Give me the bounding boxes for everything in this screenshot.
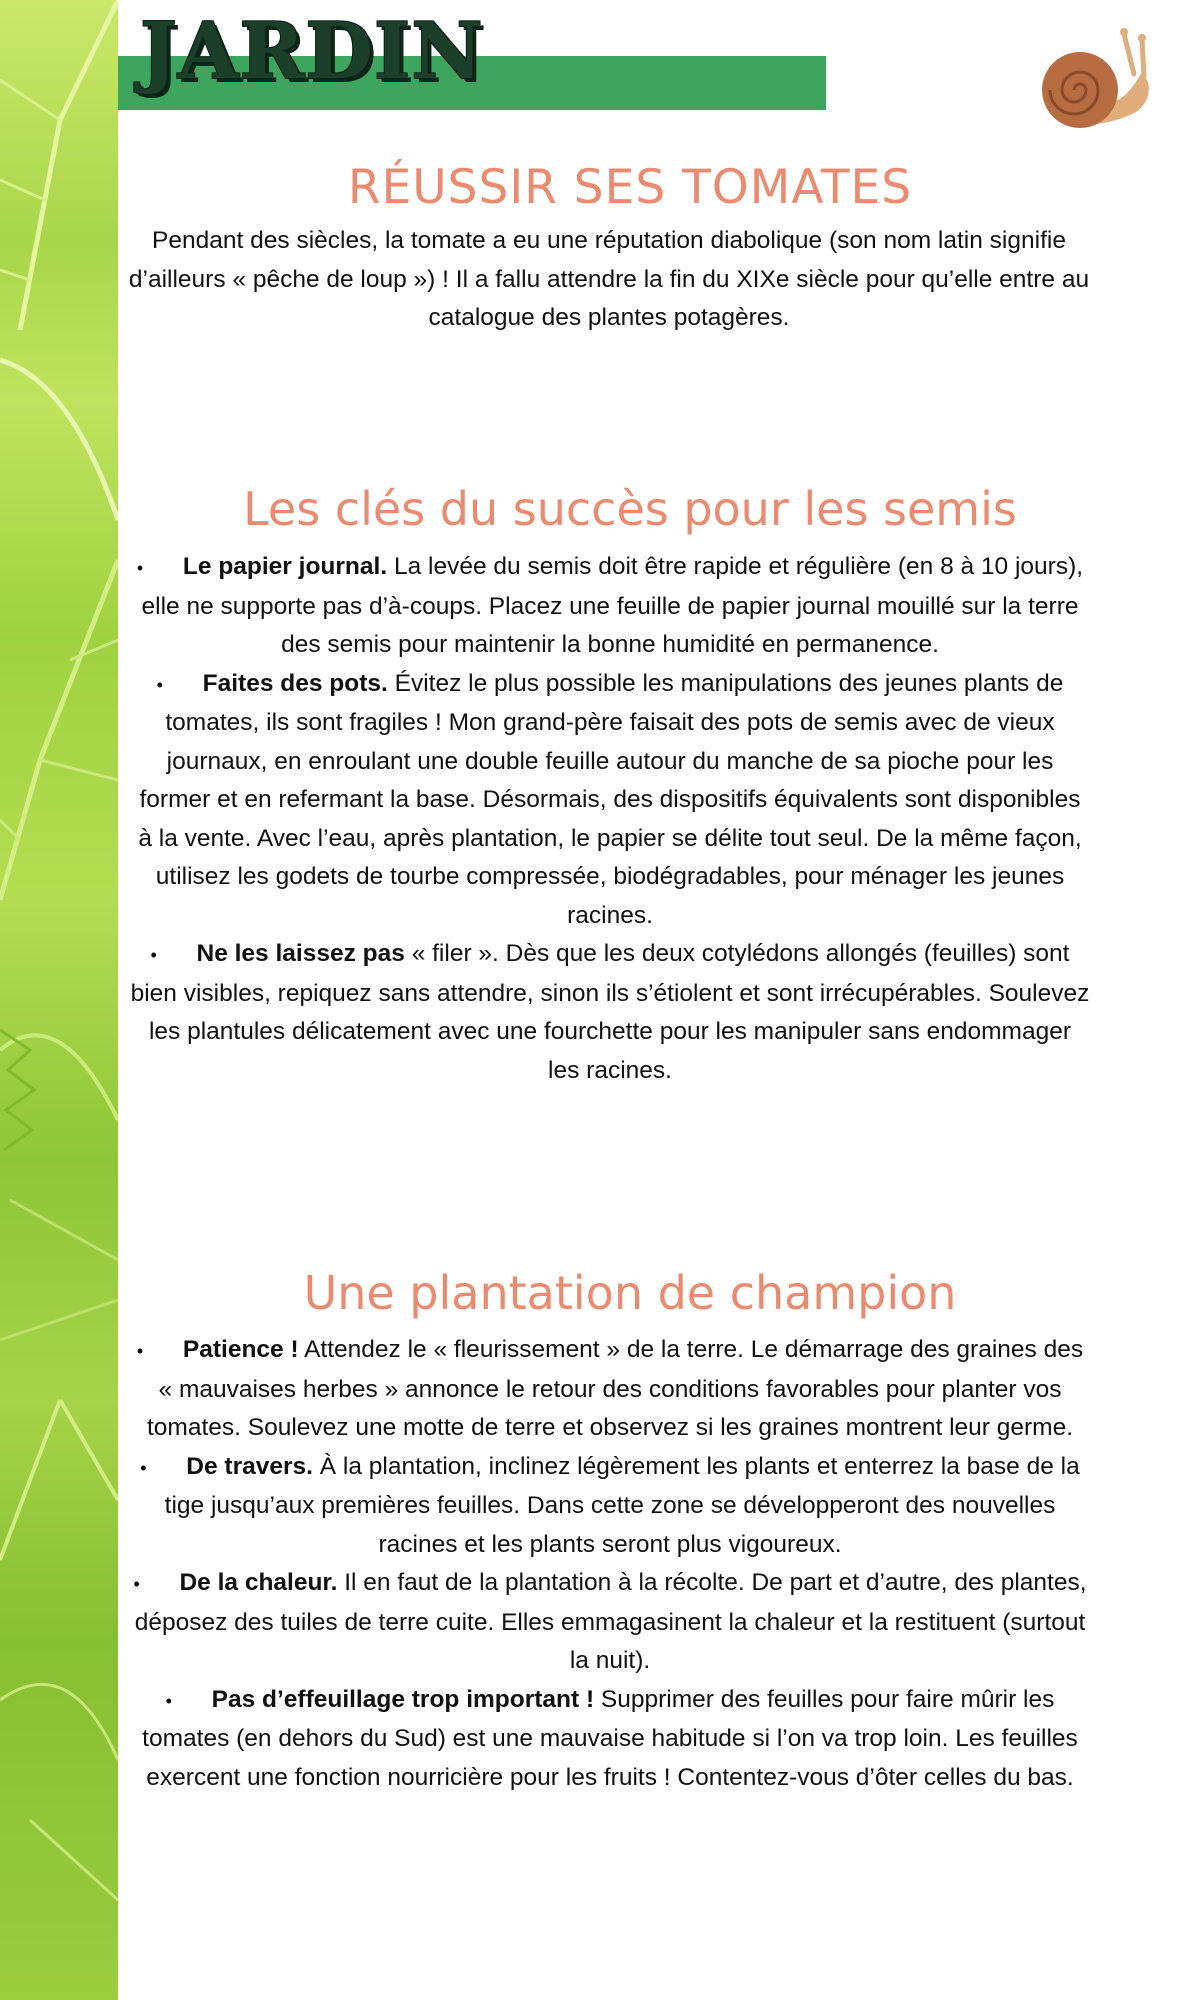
list-item	[130, 665, 1090, 936]
list-item	[130, 548, 1090, 665]
bullet-icon: •	[156, 674, 163, 695]
item-lead: Patience !	[182, 1336, 299, 1363]
item-lead: Le papier journal.	[182, 553, 388, 580]
item-text: À la plantation, inclinez légèrement les plants et enterrez la base de la tige jusqu’aux premières feuilles. Dans cette zone se développeront des nouvelles racines et les plants seront plus vigoureux.	[164, 1452, 1080, 1558]
list-item	[130, 1331, 1090, 1448]
semis-list	[130, 548, 1090, 1090]
item-lead: De la chaleur.	[179, 1569, 338, 1596]
bullet-icon: •	[133, 1574, 140, 1594]
item-lead: Pas d’effeuillage trop important !	[211, 1685, 595, 1713]
list-item	[130, 1448, 1090, 1565]
item-text: La levée du semis doit être rapide et régulière (en 8 à 10 jours), elle ne supporte pas d’à-coups. Placez une feuille de papier journal mouillé sur la terre des semis pour maintenir la bonne humidité en permanence.	[141, 553, 1084, 658]
list-item	[130, 935, 1090, 1090]
item-lead: Ne les laissez pas	[196, 940, 405, 967]
bullet-icon: •	[150, 945, 157, 965]
leaf-veins-graphic	[0, 0, 118, 2000]
item-text: « filer ». Dès que les deux cotylédons allongés (feuilles) sont bien visibles, repiquez sans attendre, sinon ils s’étiolent et sont irrécupérables. Soulevez les plantules délicatement avec une fourchette pour les manipuler sans endommager les racines.	[130, 940, 1090, 1084]
list-item	[130, 1564, 1090, 1681]
bullet-icon: •	[136, 558, 144, 578]
section-heading-plantation: Une plantation de champion	[303, 1266, 957, 1320]
list-item	[130, 1681, 1090, 1798]
item-text: Supprimer des feuilles pour faire mûrir les tomates (en dehors du Sud) est une mauvaise habitude si l’on va trop loin. Les feuilles exercent une fonction nourricière pour les fruits ! Contentez-vous d’ôter celles du bas.	[142, 1685, 1078, 1791]
snail-icon	[1006, 16, 1156, 146]
leaf-background-strip	[0, 0, 118, 2000]
bullet-icon: •	[136, 1341, 144, 1361]
item-lead: De travers.	[186, 1452, 313, 1480]
page-title: JARDIN	[140, 6, 484, 97]
bullet-icon: •	[165, 1690, 172, 1711]
bullet-icon: •	[140, 1457, 147, 1478]
section-heading-semis: Les clés du succès pour les semis	[243, 482, 1017, 536]
plantation-list	[130, 1331, 1090, 1797]
item-text: Évitez le plus possible les manipulations des jeunes plants de tomates, ils sont fragiles ! Mon grand-père faisait des pots de semis avec de vieux journaux, en enroulant une double feuille autour du manche de sa pioche pour les former et en refermant la base. Désormais, des dispositifs équivalents sont disponibles à la vente. Avec l’eau, après plantation, le papier se délite tout seul. De la même façon, utilisez les godets de tourbe compressée, biodégradables, pour ménager les jeunes racines.	[138, 669, 1082, 929]
intro-paragraph: Pendant des siècles, la tomate a eu une réputation diabolique (son nom latin signifie d’ailleurs « pêche de loup ») ! Il a fallu attendre la fin du XIXe siècle pour qu’elle entre au catalogue des plantes potagères.	[128, 227, 1090, 331]
section-heading-tomates: RÉUSSIR SES TOMATES	[347, 160, 913, 215]
item-text: Il en faut de la plantation à la récolte. De part et d’autre, des plantes, déposez des tuiles de terre cuite. Elles emmagasinent la chaleur et la restituent (surtout la nuit).	[134, 1569, 1087, 1674]
item-lead: Faites des pots.	[202, 669, 388, 697]
item-text: Attendez le « fleurissement » de la terre. Le démarrage des graines des « mauvaises herbes » annonce le retour des conditions favorables pour planter vos tomates. Soulevez une motte de terre et observez si les graines montrent leur germe.	[146, 1336, 1084, 1441]
